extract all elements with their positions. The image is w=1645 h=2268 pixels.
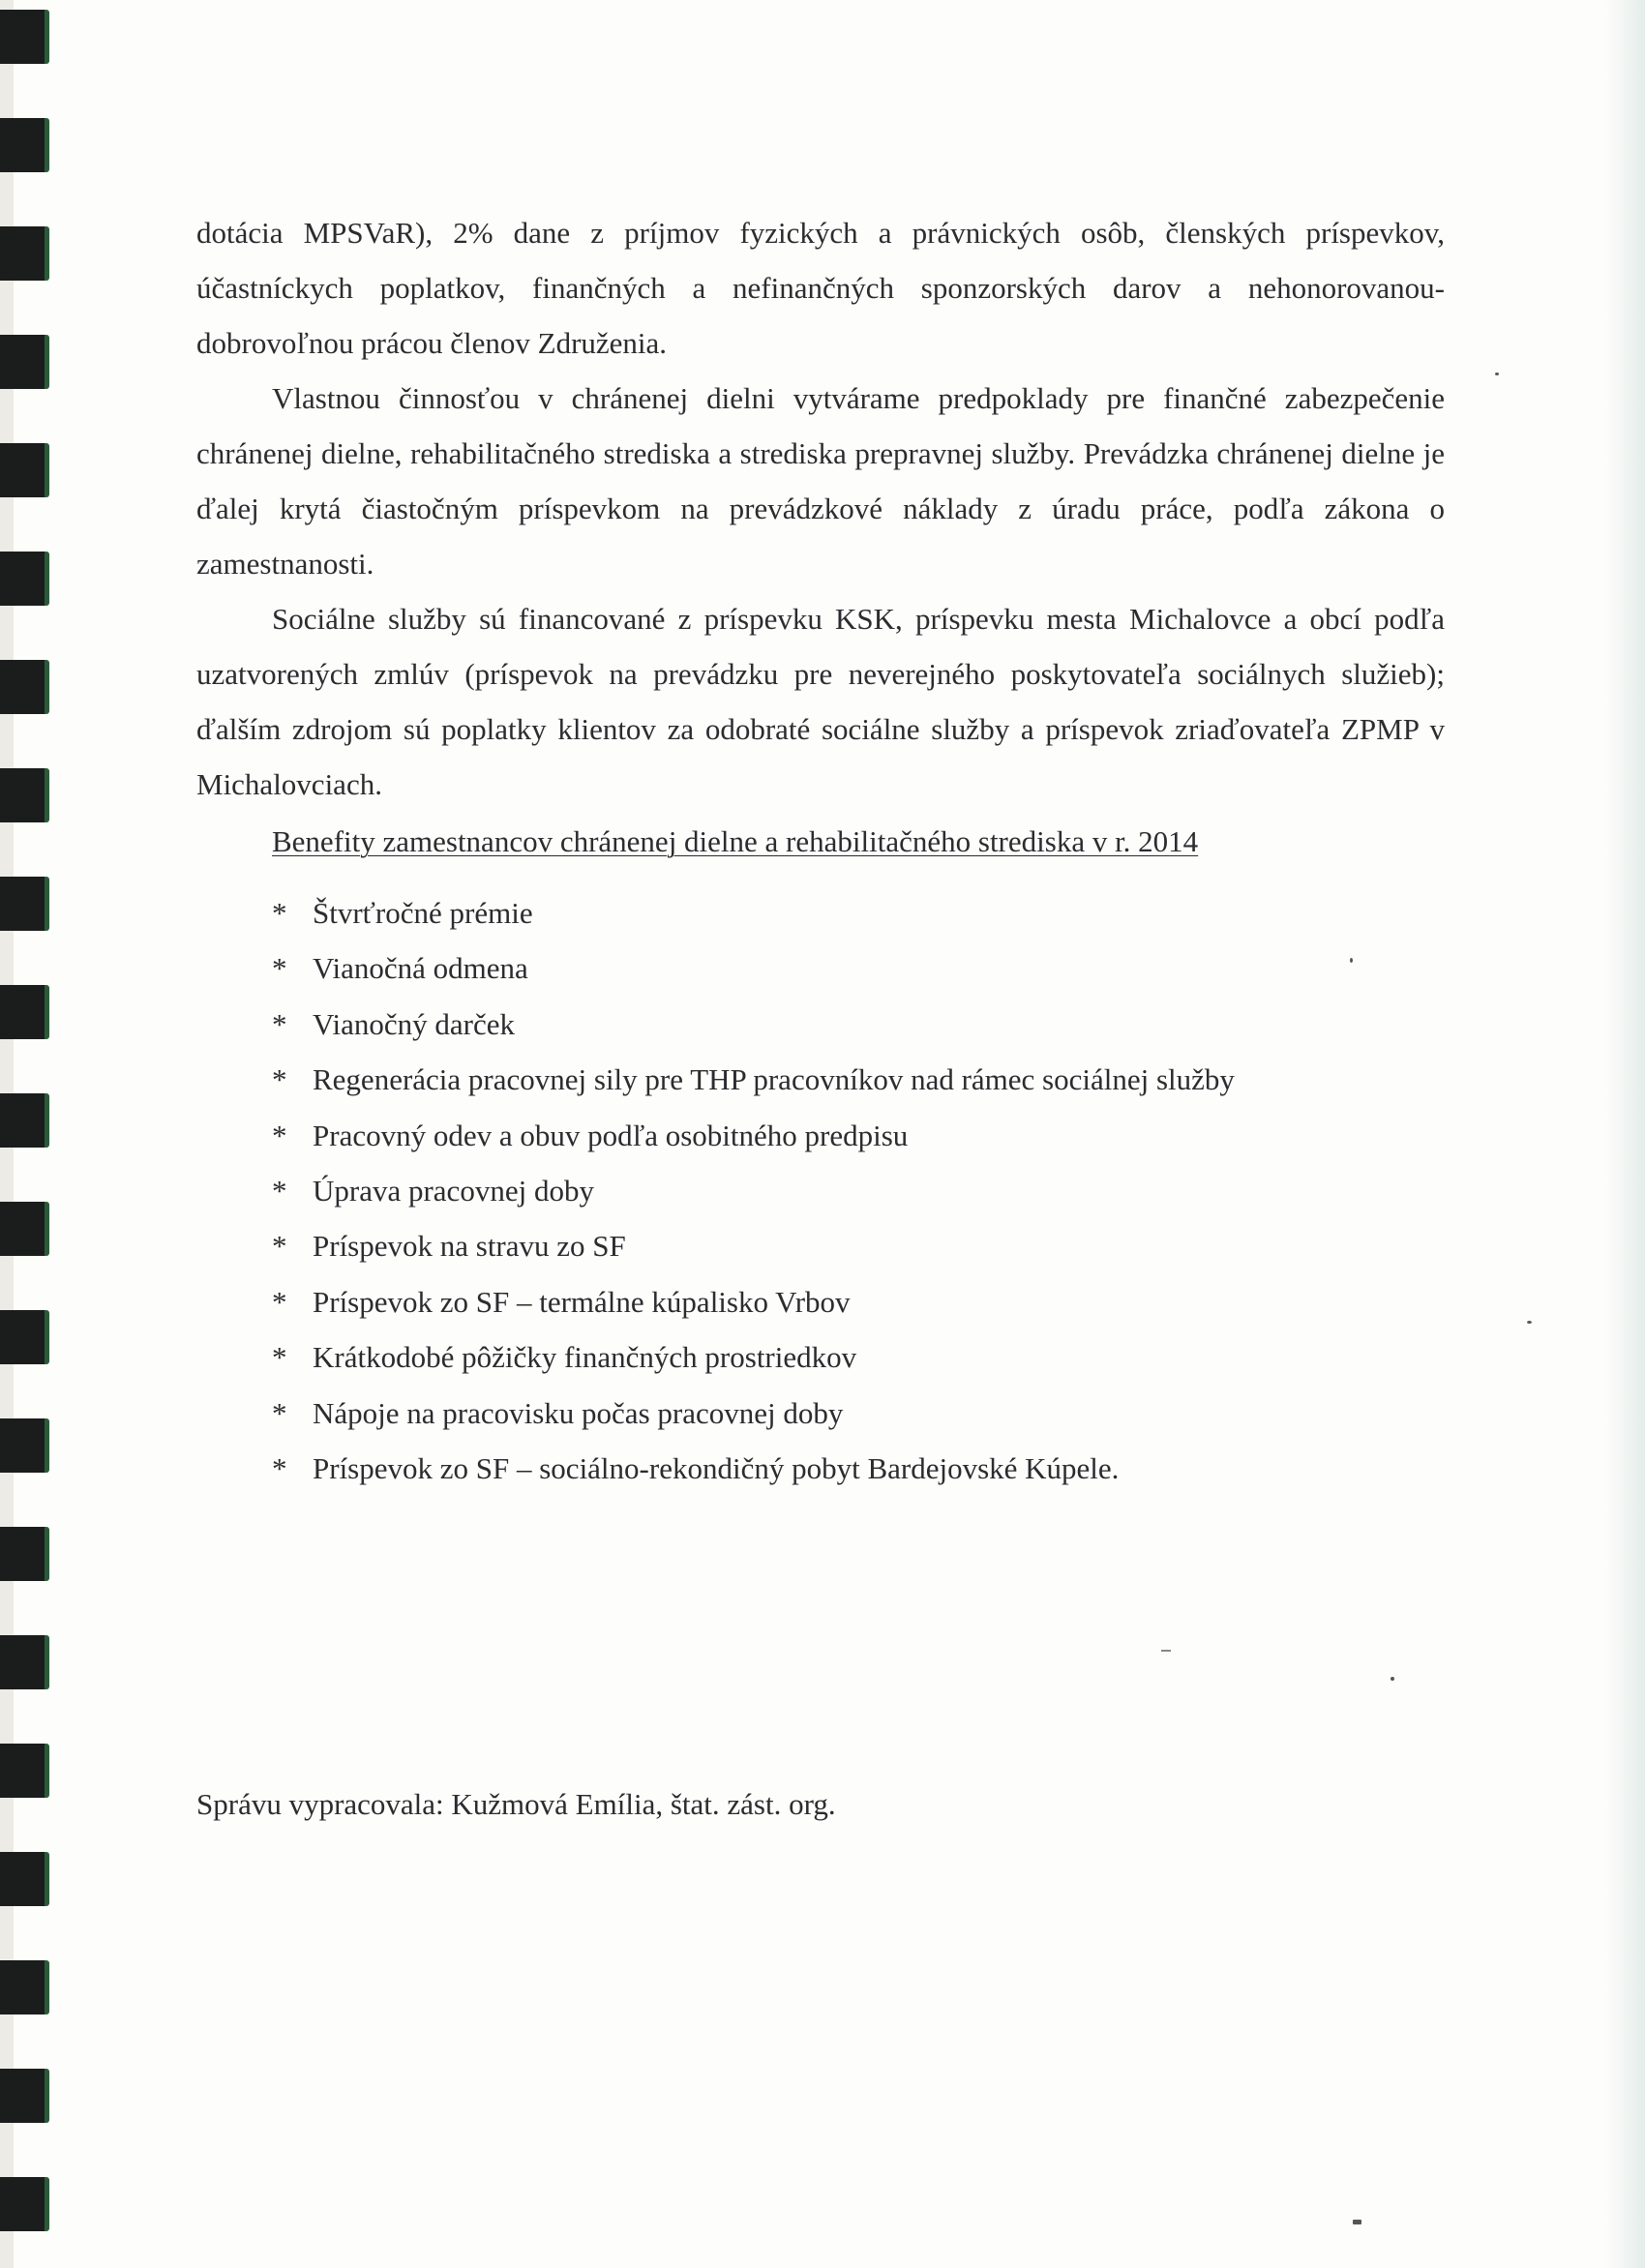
list-item — [272, 1386, 1445, 1441]
scan-speck — [1495, 373, 1499, 375]
list-item-text: Vianočný darček — [313, 1006, 516, 1041]
list-item — [272, 940, 1445, 996]
list-item — [272, 997, 1445, 1052]
paragraph-social-services: Sociálne služby sú financované z príspevku KSK, príspevku mesta Michalovce a obcí podľa uzatvorených zmlúv (príspevok na prevádzku pre neverejného poskytovateľa sociálnych služieb); ďalším zdrojom sú poplatky klientov za odobraté sociálne služby a príspevok zriaďovateľa ZPMP v Michalovciach. — [196, 602, 1445, 801]
binder-hole — [0, 226, 49, 281]
bullet: * — [272, 1062, 287, 1097]
list-item — [272, 1108, 1445, 1163]
binder-hole — [0, 1744, 49, 1798]
bullet: * — [272, 1340, 287, 1375]
bullet: * — [272, 1006, 287, 1041]
list-item-text: Nápoje na pracovisku počas pracovnej doby — [313, 1395, 844, 1430]
binder-hole — [0, 768, 49, 822]
list-item-text: Úprava pracovnej doby — [313, 1174, 594, 1209]
binder-hole — [0, 443, 49, 497]
binder-hole — [0, 10, 49, 64]
list-item-text: Príspevok zo SF – sociálno-rekondičný pobyt Bardejovské Kúpele. — [313, 1451, 1120, 1486]
binder-hole — [0, 2069, 49, 2123]
binder-hole — [0, 877, 49, 931]
bullet: * — [272, 951, 287, 986]
list-item-text: Príspevok na stravu zo SF — [313, 1229, 626, 1264]
scan-speck — [1353, 2220, 1361, 2224]
list-item — [272, 1218, 1445, 1273]
bullet: * — [272, 1395, 287, 1430]
list-item-text: Vianočná odmena — [313, 951, 528, 986]
binder-hole — [0, 1635, 49, 1689]
binder-hole — [0, 118, 49, 172]
list-item — [272, 1163, 1445, 1218]
list-item-text: Pracovný odev a obuv podľa osobitného predpisu — [313, 1118, 909, 1152]
bullet: * — [272, 1174, 287, 1209]
paragraph-own-activity: Vlastnou činnosťou v chránenej dielni vytvárame predpoklady pre finančné zabezpečenie chránenej dielne, rehabilitačného strediska a strediska prepravnej služby. Prevádzka chránenej dielne je ďalej krytá čiastočným príspevkom na prevádzkové náklady z úradu práce, podľa zákona o zamestnanosti. — [196, 381, 1445, 581]
scan-edge — [1606, 0, 1645, 2268]
paragraph-funding-sources: dotácia MPSVaR), 2% dane z príjmov fyzických a právnických osôb, členských príspevkov, účastníckych poplatkov, finančných a nefinančných sponzorských darov a nehonorovanou-dobrovoľnou prácou členov Združenia. — [196, 216, 1445, 360]
list-item — [272, 1052, 1445, 1107]
scan-speck — [1161, 1650, 1171, 1652]
binder-hole — [0, 1093, 49, 1148]
binder-hole — [0, 552, 49, 606]
list-item — [272, 885, 1445, 940]
binder-hole — [0, 660, 49, 714]
list-item-text: Štvrťročné prémie — [313, 896, 533, 930]
document-body — [196, 205, 1445, 1496]
binder-hole — [0, 1310, 49, 1364]
binder-hole — [0, 1852, 49, 1906]
signature-line: Správu vypracovala: Kužmová Emília, štat. zást. org. — [196, 1787, 836, 1821]
binder-hole — [0, 1202, 49, 1256]
list-item — [272, 1441, 1445, 1496]
benefits-heading: Benefity zamestnancov chránenej dielne a rehabilitačného strediska v r. 2014 — [272, 824, 1199, 858]
list-item-text: Krátkodobé pôžičky finančných prostriedkov — [313, 1340, 857, 1375]
bullet: * — [272, 1451, 287, 1486]
scan-speck — [1527, 1321, 1532, 1324]
list-item-text: Regenerácia pracovnej sily pre THP pracovníkov nad rámec sociálnej služby — [313, 1062, 1235, 1097]
binder-hole — [0, 335, 49, 389]
bullet: * — [272, 1284, 287, 1319]
binder-hole — [0, 1960, 49, 2014]
binder-hole — [0, 1418, 49, 1473]
bullet: * — [272, 1229, 287, 1264]
list-item — [272, 1274, 1445, 1329]
bullet: * — [272, 1118, 287, 1152]
benefits-list — [196, 885, 1445, 1496]
scan-speck — [1350, 958, 1353, 963]
list-item-text: Príspevok zo SF – termálne kúpalisko Vrbov — [313, 1284, 851, 1319]
binder-hole — [0, 1527, 49, 1581]
binder-hole — [0, 2177, 49, 2231]
scan-speck — [1391, 1677, 1394, 1681]
list-item — [272, 1329, 1445, 1385]
binder-hole — [0, 985, 49, 1039]
bullet: * — [272, 896, 287, 930]
